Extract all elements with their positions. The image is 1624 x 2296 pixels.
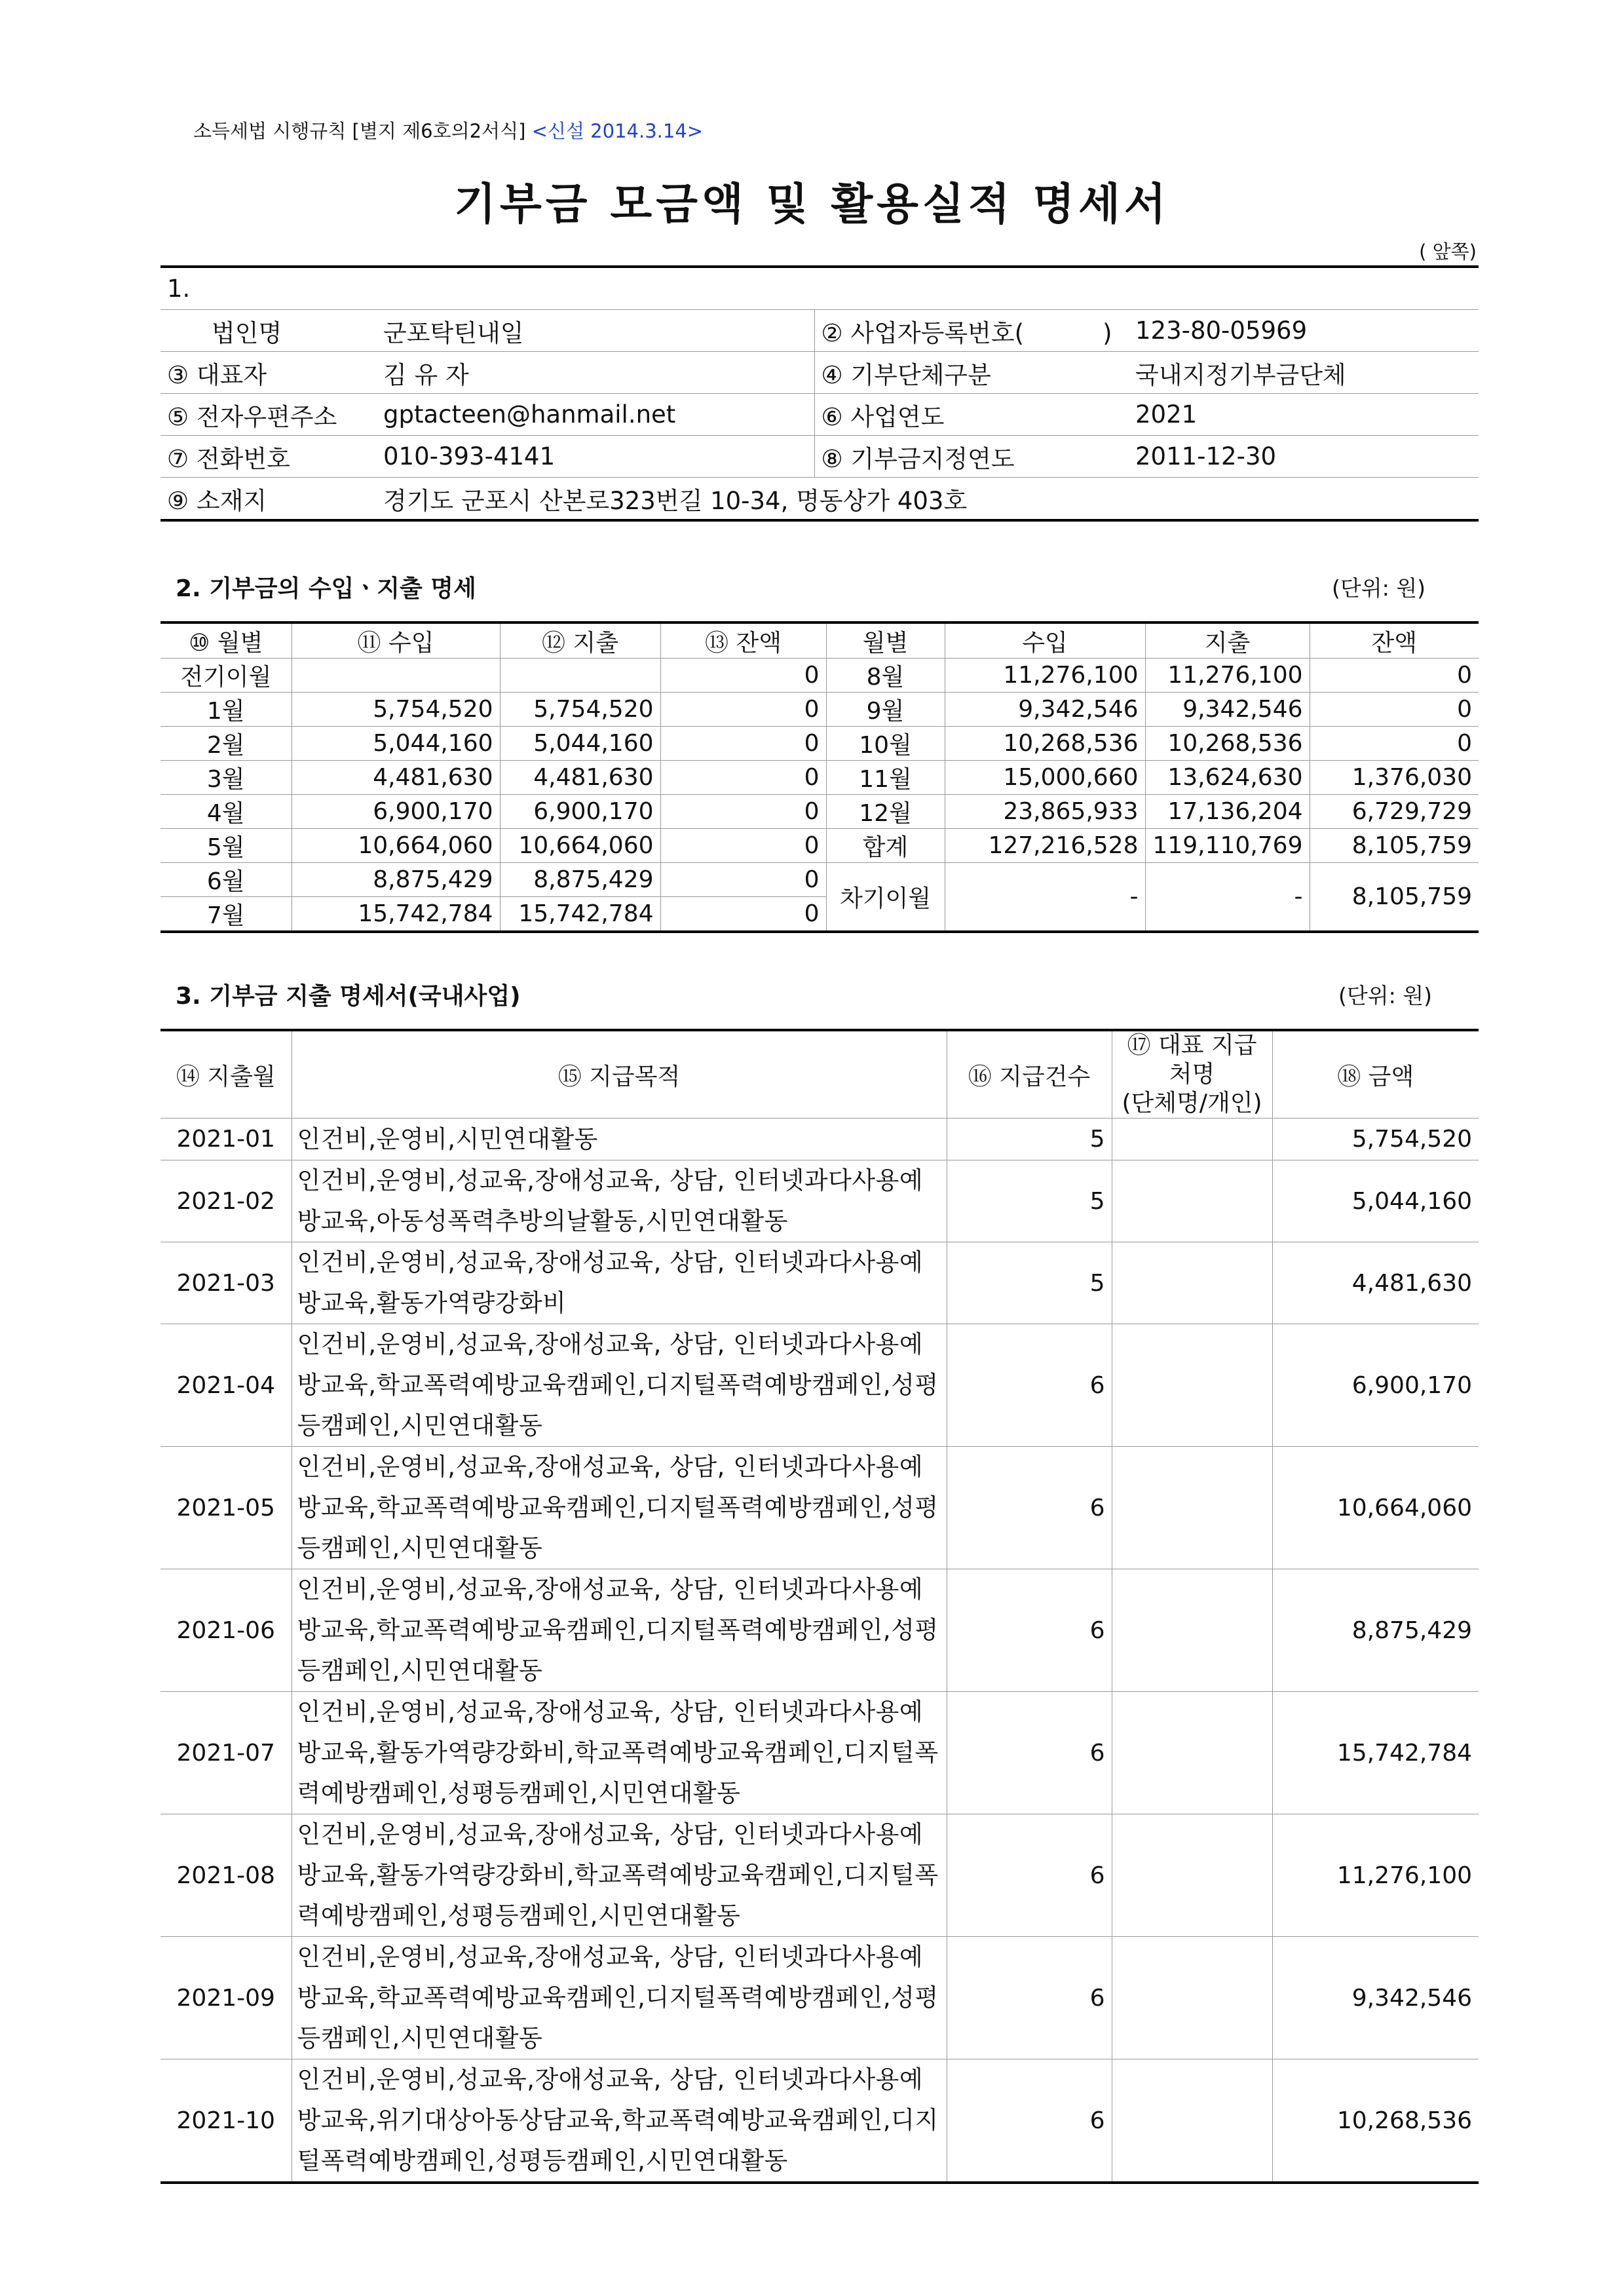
purpose-cell: 인건비,운영비,성교육,장애성교육, 상담, 인터넷과다사용예방교육,학교폭력예방교육캠페인,디지털폭력예방캠페인,성평등캠페인,시민연대활동 [292,1447,947,1569]
payee-cell [1112,1937,1272,2059]
carry-forward-balance-cell: 8,105,759 [1310,863,1479,932]
col-header: ⑩ 월별 [161,622,292,659]
designated-label: ⑧ 기부금지정연도 [814,436,1129,478]
year-value: 2021 [1129,394,1479,436]
section3-title: 3. 기부금 지출 명세서(국내사업) [176,983,521,1010]
balance-cell: 0 [660,693,826,727]
table-row [161,1569,1479,1692]
count-cell: 6 [947,1937,1112,2059]
carry-forward-expense-cell: - [1145,863,1310,932]
month-cell: 2021-09 [161,1937,292,2059]
col-header-payee-line2: (단체명/개인) [1122,1090,1262,1117]
table-row [161,795,1479,829]
purpose-cell: 인건비,운영비,시민연대활동 [292,1119,947,1160]
amount-cell: 8,875,429 [1272,1569,1479,1692]
expense-cell: 5,754,520 [500,693,660,727]
income-cell: 10,268,536 [945,727,1145,761]
month-cell: 9월 [826,693,945,727]
amount-cell: 10,268,536 [1272,2059,1479,2183]
month-cell: 10월 [826,727,945,761]
count-cell: 6 [947,1447,1112,1569]
amount-cell: 10,664,060 [1272,1447,1479,1569]
corp-name-value: 군포탁틴내일 [377,310,814,352]
rep-label: ③ 대표자 [161,352,377,394]
carry-forward-label-cell: 차기이월 [826,863,945,932]
document-title: 기부금 모금액 및 활용실적 명세서 [454,179,1170,229]
col-header: ⑬ 잔액 [660,622,826,659]
expense-cell: 4,481,630 [500,761,660,795]
income-cell: 15,000,660 [945,761,1145,795]
carry-forward-income-cell: - [945,863,1145,932]
law-reference-text: 소득세법 시행규칙 [별지 제6호의2서식] [193,120,526,142]
table-row [161,1937,1479,2059]
month-cell: 12월 [826,795,945,829]
expense-cell: 10,268,536 [1145,727,1310,761]
section3-expense-detail-table [161,1029,1479,2184]
col-header: 월별 [826,622,945,659]
year-label: ⑥ 사업연도 [814,394,1129,436]
balance-cell: 0 [660,795,826,829]
month-cell: 8월 [826,659,945,693]
biz-no-label-paren: ) [1103,318,1112,347]
law-reference [193,117,703,144]
biz-no-label [814,310,1129,352]
month-cell: 3월 [161,761,292,795]
amount-cell: 9,342,546 [1272,1937,1479,2059]
table-row [161,1119,1479,1160]
phone-label: ⑦ 전화번호 [161,436,377,478]
phone-value: 010-393-4141 [377,436,814,478]
new-provision-note: <신설 2014.3.14> [531,120,704,142]
purpose-cell: 인건비,운영비,성교육,장애성교육, 상담, 인터넷과다사용예방교육,활동가역량강화비 [292,1242,947,1324]
amount-cell: 15,742,784 [1272,1692,1479,1814]
col-header: 지출 [1145,622,1310,659]
payee-cell [1112,1692,1272,1814]
balance-cell: 0 [1310,727,1479,761]
total-expense-cell: 119,110,769 [1145,829,1310,863]
table-row [161,863,1479,897]
table-row [161,727,1479,761]
month-cell: 2021-01 [161,1119,292,1160]
payee-cell [1112,1814,1272,1937]
purpose-cell: 인건비,운영비,성교육,장애성교육, 상담, 인터넷과다사용예방교육,학교폭력예방교육캠페인,디지털폭력예방캠페인,성평등캠페인,시민연대활동 [292,1324,947,1447]
month-cell: 2월 [161,727,292,761]
amount-cell: 4,481,630 [1272,1242,1479,1324]
balance-cell: 6,729,729 [1310,795,1479,829]
count-cell: 6 [947,1814,1112,1937]
table-row [161,659,1479,693]
month-cell: 2021-02 [161,1160,292,1242]
type-value: 국내지정기부금단체 [1129,352,1479,394]
col-header-payee [1112,1030,1272,1119]
biz-no-label-text: ② 사업자등록번호( [821,318,1025,347]
payee-cell [1112,1242,1272,1324]
balance-cell: 0 [660,897,826,932]
table-row [161,1160,1479,1242]
income-cell: 6,900,170 [292,795,500,829]
count-cell: 5 [947,1242,1112,1324]
expense-cell: 10,664,060 [500,829,660,863]
balance-cell: 0 [660,727,826,761]
count-cell: 6 [947,2059,1112,2183]
designated-value: 2011-12-30 [1129,436,1479,478]
income-cell: 8,875,429 [292,863,500,897]
month-cell: 2021-10 [161,2059,292,2183]
expense-cell: 11,276,100 [1145,659,1310,693]
section2-income-expense-table [161,621,1479,933]
expense-cell: 9,342,546 [1145,693,1310,727]
expense-cell: 8,875,429 [500,863,660,897]
balance-cell: 0 [660,659,826,693]
table-row [161,2059,1479,2183]
page-side-label: ( 앞쪽) [1419,240,1477,263]
payee-cell [1112,1160,1272,1242]
purpose-cell: 인건비,운영비,성교육,장애성교육, 상담, 인터넷과다사용예방교육,아동성폭력추방의날활동,시민연대활동 [292,1160,947,1242]
payee-cell [1112,1447,1272,1569]
purpose-cell: 인건비,운영비,성교육,장애성교육, 상담, 인터넷과다사용예방교육,활동가역량강화비,학교폭력예방교육캠페인,디지털폭력예방캠페인,성평등캠페인,시민연대활동 [292,1814,947,1937]
rep-value: 김 유 자 [377,352,814,394]
month-cell: 11월 [826,761,945,795]
email-label: ⑤ 전자우편주소 [161,394,377,436]
total-label-cell: 합계 [826,829,945,863]
expense-cell [500,659,660,693]
expense-cell: 17,136,204 [1145,795,1310,829]
income-cell: 9,342,546 [945,693,1145,727]
month-cell: 7월 [161,897,292,932]
expense-cell: 15,742,784 [500,897,660,932]
balance-cell: 0 [1310,659,1479,693]
table-row [161,693,1479,727]
payee-cell [1112,2059,1272,2183]
table-row [161,1324,1479,1447]
income-cell: 15,742,784 [292,897,500,932]
section2-title: 2. 기부금의 수입ㆍ지출 명세 [176,575,476,602]
col-header-month: ⑭ 지출월 [161,1030,292,1119]
total-balance-cell: 8,105,759 [1310,829,1479,863]
col-header-payee-line1: ⑰ 대표 지급처명 [1127,1032,1257,1088]
count-cell: 5 [947,1160,1112,1242]
month-cell: 2021-06 [161,1569,292,1692]
month-cell: 2021-07 [161,1692,292,1814]
count-cell: 6 [947,1692,1112,1814]
col-header-count: ⑯ 지급건수 [947,1030,1112,1119]
email-value: gptacteen@hanmail.net [377,394,814,436]
payee-cell [1112,1569,1272,1692]
payee-cell [1112,1119,1272,1160]
purpose-cell: 인건비,운영비,성교육,장애성교육, 상담, 인터넷과다사용예방교육,위기대상아동상담교육,학교폭력예방교육캠페인,디지털폭력예방캠페인,성평등캠페인,시민연대활동 [292,2059,947,2183]
type-label: ④ 기부단체구분 [814,352,1129,394]
count-cell: 6 [947,1569,1112,1692]
col-header-purpose: ⑮ 지급목적 [292,1030,947,1119]
month-cell: 6월 [161,863,292,897]
purpose-cell: 인건비,운영비,성교육,장애성교육, 상담, 인터넷과다사용예방교육,활동가역량강화비,학교폭력예방교육캠페인,디지털폭력예방캠페인,성평등캠페인,시민연대활동 [292,1692,947,1814]
count-cell: 6 [947,1324,1112,1447]
corp-name-label: 법인명 [161,310,377,352]
month-cell: 2021-04 [161,1324,292,1447]
section2-unit: (단위: 원) [1332,575,1426,601]
biz-no-value: 123-80-05969 [1129,310,1479,352]
table-row [161,1242,1479,1324]
balance-cell: 0 [660,761,826,795]
table-row [161,1447,1479,1569]
month-cell: 2021-05 [161,1447,292,1569]
month-cell: 2021-03 [161,1242,292,1324]
address-value: 경기도 군포시 산본로323번길 10-34, 명동상가 403호 [383,486,968,515]
amount-cell: 11,276,100 [1272,1814,1479,1937]
balance-cell: 1,376,030 [1310,761,1479,795]
month-cell: 2021-08 [161,1814,292,1937]
month-cell: 전기이월 [161,659,292,693]
amount-cell: 6,900,170 [1272,1324,1479,1447]
col-header: 수입 [945,622,1145,659]
address-label: ⑨ 소재지 [167,486,267,515]
amount-cell: 5,754,520 [1272,1119,1479,1160]
month-cell: 4월 [161,795,292,829]
income-cell: 5,754,520 [292,693,500,727]
col-header: ⑪ 수입 [292,622,500,659]
month-cell: 1월 [161,693,292,727]
month-cell: 5월 [161,829,292,863]
purpose-cell: 인건비,운영비,성교육,장애성교육, 상담, 인터넷과다사용예방교육,학교폭력예방교육캠페인,디지털폭력예방캠페인,성평등캠페인,시민연대활동 [292,1569,947,1692]
section3-unit: (단위: 원) [1338,983,1432,1008]
balance-cell: 0 [660,829,826,863]
income-cell: 10,664,060 [292,829,500,863]
income-cell: 11,276,100 [945,659,1145,693]
expense-cell: 13,624,630 [1145,761,1310,795]
income-cell: 5,044,160 [292,727,500,761]
total-income-cell: 127,216,528 [945,829,1145,863]
col-header: ⑫ 지출 [500,622,660,659]
purpose-cell: 인건비,운영비,성교육,장애성교육, 상담, 인터넷과다사용예방교육,학교폭력예방교육캠페인,디지털폭력예방캠페인,성평등캠페인,시민연대활동 [292,1937,947,2059]
table-row [161,761,1479,795]
amount-cell: 5,044,160 [1272,1160,1479,1242]
expense-cell: 6,900,170 [500,795,660,829]
balance-cell: 0 [1310,693,1479,727]
payee-cell [1112,1324,1272,1447]
table-row [161,1814,1479,1937]
section1-number: 1. [161,267,1479,310]
col-header-amount: ⑱ 금액 [1272,1030,1479,1119]
income-cell: 4,481,630 [292,761,500,795]
table-row [161,1692,1479,1814]
income-cell: 23,865,933 [945,795,1145,829]
balance-cell: 0 [660,863,826,897]
expense-cell: 5,044,160 [500,727,660,761]
section1-org-info [161,265,1479,522]
income-cell [292,659,500,693]
col-header: 잔액 [1310,622,1479,659]
count-cell: 5 [947,1119,1112,1160]
table-row [161,829,1479,863]
